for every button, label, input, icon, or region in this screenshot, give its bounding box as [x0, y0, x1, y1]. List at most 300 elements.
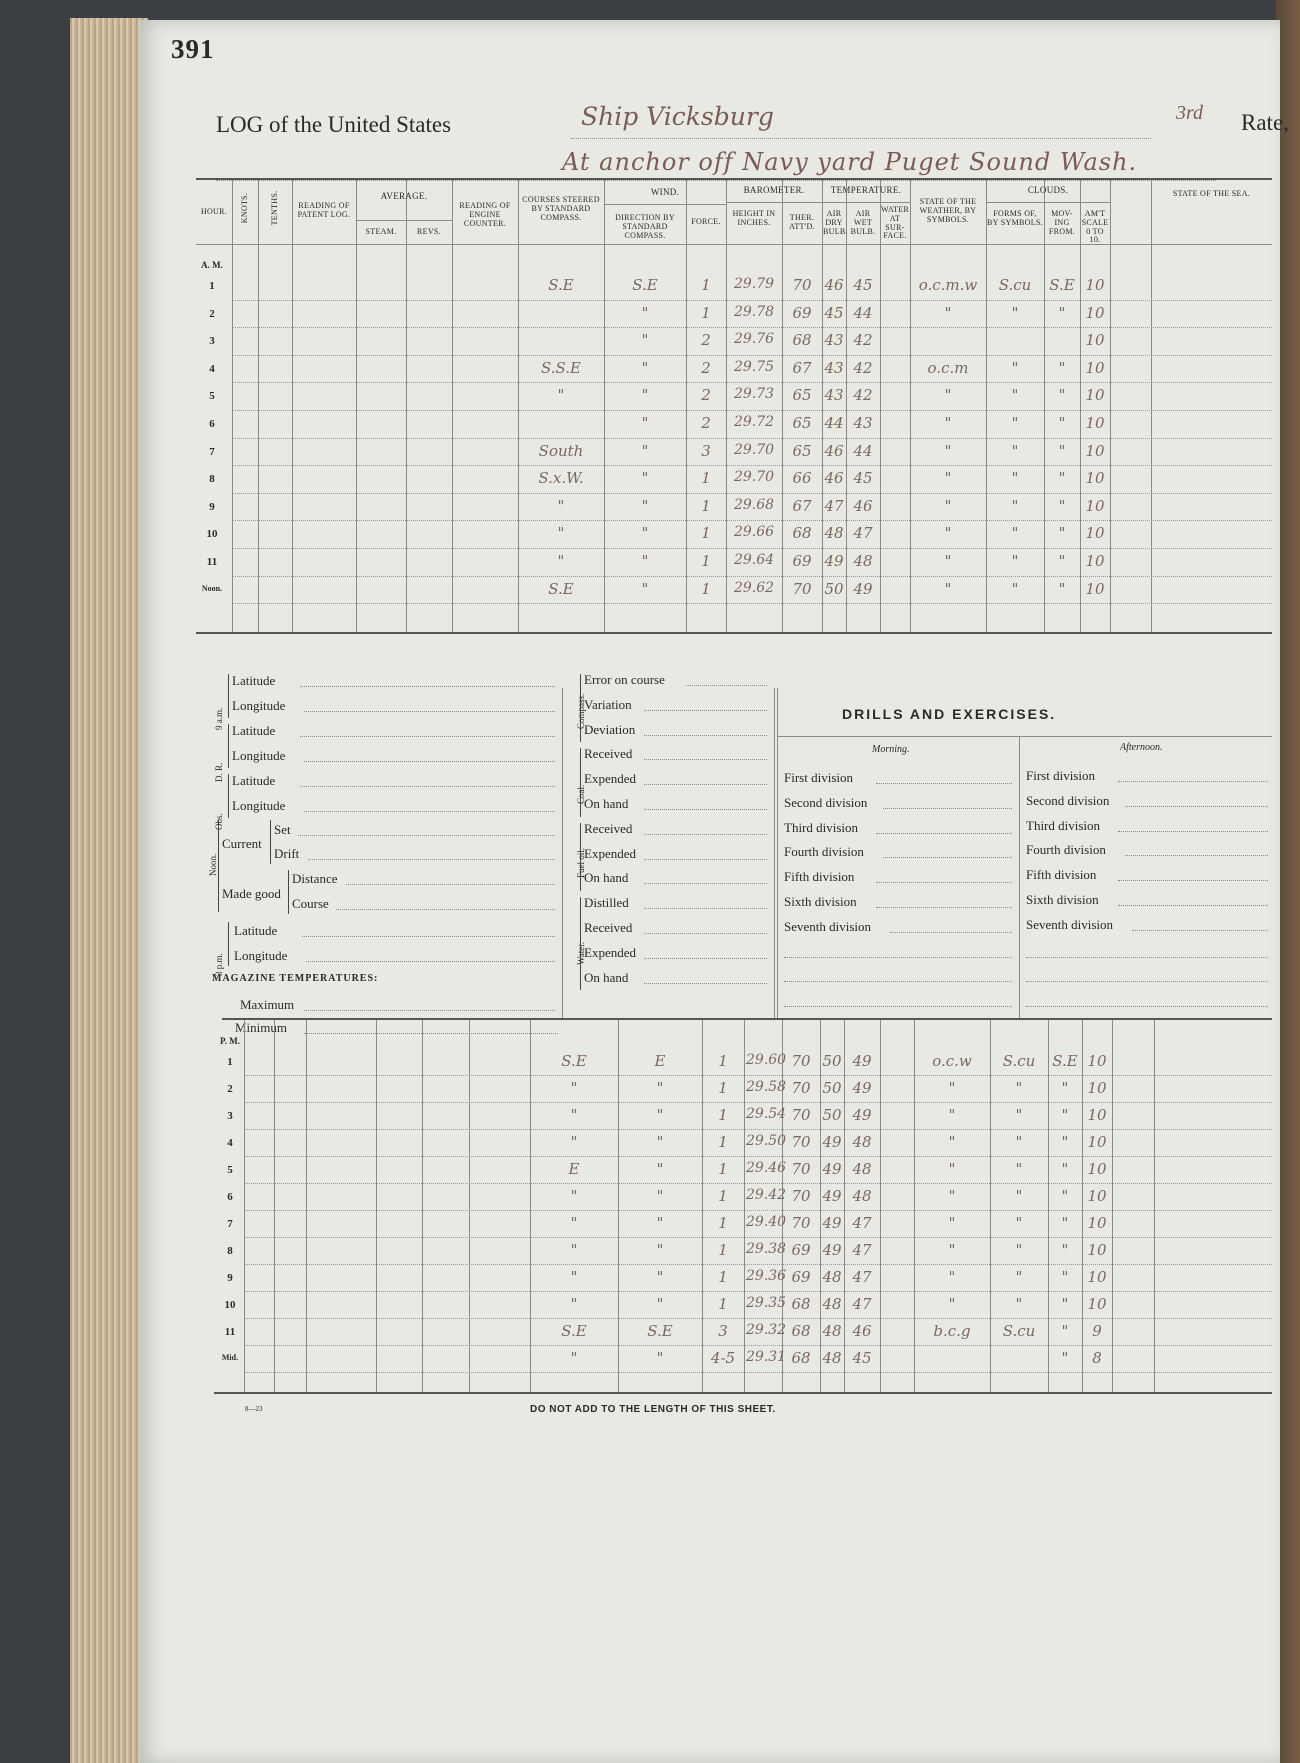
- cell-wind: ": [641, 552, 649, 570]
- cell-force: 1: [701, 303, 711, 322]
- cell-forms: S.cu: [998, 276, 1032, 294]
- pm-log-table: [214, 1020, 1272, 1394]
- cell-baro: 29.75: [733, 358, 775, 375]
- cell-wind: S.E: [647, 1322, 673, 1340]
- table-row: [196, 412, 1272, 440]
- cell-weather: ": [944, 386, 952, 405]
- supplies-brace: [580, 674, 581, 742]
- column-header-engine_counter: READING OF ENGINE COUNTER.: [459, 201, 511, 228]
- cell-forms: ": [1011, 496, 1019, 515]
- cell-course: South: [538, 441, 584, 460]
- cell-baro: 29.79: [733, 276, 775, 292]
- row-rule: [232, 355, 1272, 356]
- cell-dry: 50: [824, 579, 844, 598]
- cell-dry: 50: [822, 1079, 842, 1097]
- cell-course: ": [557, 552, 565, 570]
- brace-3pm: [228, 922, 229, 966]
- log-title: LOG of the United States: [216, 112, 452, 137]
- blank-rule: [784, 981, 1012, 982]
- cell-amt: 10: [1087, 1079, 1107, 1097]
- cell-ther: 65: [792, 441, 812, 460]
- cell-force: 1: [718, 1106, 728, 1124]
- cell-forms: ": [1015, 1079, 1023, 1097]
- cell-baro: 29.46: [746, 1160, 787, 1176]
- table-row: [214, 1239, 1272, 1266]
- header-rule: [822, 202, 910, 203]
- drills-title: DRILLS AND EXERCISES.: [842, 706, 1057, 722]
- cell-course: ": [570, 1187, 578, 1205]
- cell-moving: ": [1061, 1295, 1069, 1313]
- afternoon-division: Third division: [1026, 817, 1101, 833]
- form-code: 8—23: [245, 1405, 263, 1413]
- cell-ther: 70: [791, 1079, 811, 1097]
- cell-dry: 48: [822, 1322, 842, 1340]
- division-rule: [890, 932, 1012, 933]
- cell-moving: S.E: [1052, 1052, 1078, 1070]
- am-longitude-label: Longitude: [232, 698, 286, 713]
- row-rule: [244, 1183, 1272, 1184]
- cell-forms: ": [1015, 1214, 1023, 1232]
- cell-force: 2: [701, 414, 711, 432]
- cell-dry: 43: [824, 386, 844, 405]
- table-row: [196, 274, 1272, 302]
- set-label: Set: [274, 822, 291, 837]
- cell-amt: 10: [1087, 1052, 1107, 1070]
- label-obs: Obs.: [214, 813, 224, 830]
- row-hour: 10: [224, 1299, 236, 1311]
- supplies-rule: [644, 958, 767, 959]
- column-header-wind: WIND.: [650, 187, 680, 197]
- row-rule: [232, 603, 1272, 604]
- cell-weather: b.c.g: [933, 1322, 971, 1340]
- cell-ther: 69: [791, 1268, 811, 1286]
- cell-amt: 10: [1087, 1160, 1107, 1178]
- column-header-barometer: BAROMETER.: [743, 185, 805, 195]
- morning-division: Second division: [784, 794, 868, 810]
- cell-ther: 65: [792, 386, 812, 405]
- cell-amt: 10: [1085, 276, 1105, 294]
- column-header-revs: REVS.: [417, 227, 441, 236]
- cell-moving: ": [1061, 1079, 1069, 1097]
- row-rule: [244, 1102, 1272, 1103]
- cell-force: 1: [701, 276, 711, 294]
- cell-baro: 29.38: [746, 1241, 787, 1257]
- row-hour: 9: [227, 1272, 233, 1284]
- cell-wet: 47: [852, 1214, 872, 1232]
- column-header-courses: COURSES STEERED BY STANDARD COMPASS.: [522, 195, 600, 222]
- cell-weather: ": [944, 303, 952, 322]
- supplies-group-coal: Coal.: [576, 784, 586, 804]
- afternoon-division: Sixth division: [1026, 892, 1099, 907]
- cell-dry: 50: [822, 1106, 842, 1124]
- row-rule: [232, 465, 1272, 466]
- cell-moving: ": [1061, 1268, 1069, 1286]
- cell-amt: 8: [1092, 1349, 1102, 1367]
- supplies-rule: [644, 759, 767, 760]
- table-row: [214, 1185, 1272, 1212]
- table-row: [214, 1266, 1272, 1293]
- row-rule: [244, 1291, 1272, 1292]
- morning-division: Sixth division: [784, 894, 857, 909]
- am-log-table: [196, 178, 1272, 634]
- row-hour: 2: [227, 1083, 233, 1095]
- table-row: [214, 1212, 1272, 1239]
- cell-force: 1: [718, 1079, 728, 1097]
- page-number: 391: [171, 34, 215, 64]
- supplies-rule: [644, 908, 767, 909]
- cell-forms: ": [1011, 579, 1019, 598]
- cell-course: ": [557, 496, 565, 515]
- cell-weather: ": [948, 1187, 956, 1205]
- dr-latitude-label: Latitude: [232, 723, 276, 738]
- cell-course: S.E: [548, 276, 574, 294]
- column-header-cloud_moving: MOV-ING FROM.: [1048, 209, 1076, 236]
- cell-forms: ": [1011, 552, 1019, 570]
- cell-moving: ": [1058, 441, 1066, 460]
- morning-label: Morning.: [872, 744, 910, 755]
- division-rule: [1132, 930, 1268, 931]
- row-rule: [232, 382, 1272, 383]
- row-rule: [232, 520, 1272, 521]
- cell-amt: 9: [1092, 1322, 1102, 1340]
- cell-force: 1: [701, 469, 711, 488]
- supplies-rule: [644, 983, 767, 984]
- cell-dry: 46: [824, 276, 844, 294]
- division-rule: [876, 783, 1012, 784]
- cell-forms: ": [1015, 1187, 1023, 1205]
- morning-division: Seventh division: [784, 918, 872, 934]
- cell-amt: 10: [1085, 524, 1105, 543]
- brace-noon: [218, 820, 219, 912]
- cell-moving: ": [1061, 1133, 1069, 1151]
- afternoon-division: Fifth division: [1026, 867, 1097, 883]
- cell-ther: 69: [792, 303, 812, 322]
- division-rule: [1118, 905, 1268, 906]
- cell-course: S.E: [561, 1052, 587, 1070]
- supplies-coal-on_hand: On hand: [584, 796, 629, 811]
- cell-moving: ": [1061, 1349, 1069, 1367]
- supplies-brace: [580, 748, 581, 816]
- row-hour: 5: [227, 1164, 233, 1176]
- ship-name-rule: [571, 138, 1151, 139]
- made-good-label: Made good: [222, 886, 281, 901]
- cell-wet: 49: [852, 1052, 872, 1070]
- cell-course: E: [568, 1160, 580, 1178]
- cell-wet: 42: [853, 386, 873, 405]
- row-hour: Mid.: [221, 1353, 239, 1362]
- cell-course: ": [570, 1133, 578, 1151]
- cell-dry: 48: [824, 524, 844, 543]
- cell-wet: 42: [853, 331, 873, 350]
- cell-wind: ": [656, 1241, 664, 1259]
- morning-division: First division: [784, 770, 853, 785]
- cell-weather: ": [944, 414, 952, 432]
- cell-amt: 10: [1085, 358, 1105, 377]
- cell-baro: 29.60: [746, 1052, 787, 1068]
- magazine-min-label: Minimum: [235, 1020, 288, 1035]
- cell-dry: 49: [824, 552, 844, 570]
- supplies-group-fuel_oil: Fuel oil.: [576, 847, 586, 878]
- cell-forms: ": [1015, 1241, 1023, 1259]
- cell-amt: 10: [1085, 552, 1105, 570]
- cell-amt: 10: [1087, 1241, 1107, 1259]
- row-hour: 8: [227, 1245, 233, 1257]
- row-rule: [232, 438, 1272, 439]
- cell-ther: 68: [791, 1295, 811, 1313]
- cell-weather: ": [948, 1079, 956, 1097]
- cell-course: S.x.W.: [538, 469, 584, 488]
- cell-forms: ": [1011, 414, 1019, 432]
- cell-weather: ": [944, 524, 952, 543]
- cell-wet: 47: [853, 524, 873, 543]
- cell-baro: 29.68: [733, 496, 775, 513]
- pm-longitude-label: Longitude: [234, 948, 288, 963]
- morning-division: Fourth division: [784, 844, 864, 860]
- cell-moving: ": [1061, 1214, 1069, 1232]
- distance-rule: [346, 884, 555, 885]
- column-header-air_wet: AIR WET BULB.: [850, 209, 876, 236]
- log-header: [216, 90, 1289, 176]
- cell-ther: 69: [792, 552, 812, 570]
- cell-wind: ": [641, 414, 649, 432]
- cell-baro: 29.72: [733, 414, 775, 430]
- cell-dry: 43: [824, 358, 844, 377]
- column-header-steam: STEAM.: [365, 227, 397, 236]
- current-label: Current: [222, 836, 262, 851]
- cell-force: 1: [718, 1295, 728, 1313]
- rate-handwritten: 3rd: [1176, 102, 1204, 124]
- division-rule: [883, 857, 1012, 858]
- cell-weather: ": [948, 1106, 956, 1124]
- division-rule: [1118, 781, 1268, 782]
- cell-ther: 70: [791, 1160, 811, 1178]
- supplies-rule: [644, 809, 767, 810]
- row-hour: 6: [227, 1191, 233, 1203]
- course-label: Course: [292, 896, 329, 911]
- row-rule: [244, 1318, 1272, 1319]
- supplies-rule: [644, 784, 767, 785]
- cell-force: 2: [701, 331, 711, 350]
- division-rule: [876, 833, 1012, 834]
- cell-baro: 29.66: [733, 524, 775, 541]
- cell-baro: 29.36: [746, 1268, 787, 1284]
- cell-amt: 10: [1087, 1268, 1107, 1286]
- cell-ther: 67: [792, 358, 812, 377]
- dr-latitude-rule: [300, 736, 555, 737]
- pm-label: P. M.: [220, 1036, 240, 1046]
- cell-ther: 70: [792, 579, 812, 598]
- cell-force: 1: [701, 496, 711, 515]
- am-latitude-label: Latitude: [232, 673, 276, 688]
- cell-moving: ": [1061, 1160, 1069, 1178]
- cell-wet: 45: [852, 1349, 872, 1367]
- cell-weather: ": [948, 1214, 956, 1232]
- cell-moving: ": [1058, 303, 1066, 322]
- column-header-temperature: TEMPERATURE.: [830, 185, 902, 195]
- column-header-water: WATER AT SUR-FACE.: [881, 205, 910, 241]
- cell-weather: ": [944, 496, 952, 515]
- pm-latitude-rule: [302, 936, 555, 937]
- cell-ther: 70: [791, 1187, 811, 1205]
- row-rule: [244, 1345, 1272, 1346]
- cell-dry: 46: [824, 441, 844, 460]
- cell-force: 2: [701, 358, 711, 377]
- table-row: [214, 1293, 1272, 1320]
- supplies-coal-expended: Expended: [584, 771, 636, 787]
- table-row: [214, 1158, 1272, 1185]
- afternoon-division: Fourth division: [1026, 842, 1106, 858]
- blank-rule: [1026, 957, 1268, 958]
- supplies-fuel_oil-on_hand: On hand: [584, 870, 629, 886]
- cell-baro: 29.54: [746, 1106, 787, 1122]
- table-row: [214, 1320, 1272, 1347]
- supplies-group-water: Water.: [576, 941, 586, 965]
- cell-wind: ": [641, 358, 649, 377]
- column-header-hour: HOUR.: [200, 207, 228, 216]
- cell-wet: 45: [853, 276, 873, 294]
- cell-course: ": [570, 1079, 578, 1097]
- row-hour: 10: [206, 528, 218, 541]
- cell-wind: ": [641, 496, 649, 515]
- cell-weather: o.c.m: [927, 358, 969, 377]
- distance-label: Distance: [292, 871, 338, 886]
- cell-force: 3: [701, 441, 711, 460]
- cell-weather: ": [944, 552, 952, 570]
- divider-1: [562, 688, 563, 1018]
- cell-force: 1: [718, 1214, 728, 1232]
- blank-rule: [784, 1006, 1012, 1007]
- cell-wind: ": [656, 1268, 664, 1286]
- cell-wind: S.E: [632, 276, 658, 294]
- cell-amt: 10: [1087, 1187, 1107, 1205]
- cell-moving: ": [1061, 1106, 1069, 1124]
- cell-weather: ": [948, 1241, 956, 1259]
- cell-wet: 49: [853, 579, 873, 598]
- row-hour: 8: [209, 473, 215, 486]
- supplies-brace: [580, 823, 581, 891]
- cell-force: 1: [718, 1187, 728, 1205]
- cell-amt: 10: [1087, 1295, 1107, 1313]
- row-rule: [232, 548, 1272, 549]
- afternoon-division: First division: [1026, 768, 1095, 783]
- cell-dry: 49: [822, 1133, 842, 1151]
- row-hour: 5: [209, 390, 215, 403]
- pm-longitude-rule: [306, 961, 555, 962]
- cell-ther: 70: [791, 1052, 811, 1070]
- cell-wet: 42: [853, 358, 873, 377]
- cell-weather: ": [948, 1160, 956, 1178]
- cell-wet: 48: [852, 1160, 872, 1178]
- row-hour: 2: [209, 307, 215, 320]
- blank-rule: [1026, 1006, 1268, 1007]
- column-header-wind_direction: DIRECTION BY STANDARD COMPASS.: [615, 213, 675, 240]
- table-row: [196, 440, 1272, 468]
- cell-wind: ": [641, 469, 649, 488]
- division-rule: [876, 882, 1012, 883]
- cell-weather: ": [948, 1295, 956, 1313]
- cell-amt: 10: [1087, 1106, 1107, 1124]
- cell-wet: 45: [853, 469, 873, 488]
- cell-moving: ": [1058, 358, 1066, 377]
- cell-dry: 44: [824, 414, 844, 432]
- set-rule: [298, 835, 555, 836]
- cell-moving: ": [1061, 1322, 1069, 1340]
- supplies-brace: [580, 897, 581, 990]
- cell-wet: 46: [853, 496, 873, 515]
- row-hour: 11: [224, 1326, 236, 1338]
- cell-amt: 10: [1085, 496, 1105, 515]
- cell-moving: S.E: [1049, 276, 1075, 294]
- cell-ther: 65: [792, 414, 812, 432]
- cell-wind: E: [654, 1052, 666, 1070]
- cell-baro: 29.62: [733, 579, 775, 596]
- row-hour: 1: [209, 280, 215, 292]
- division-rule: [1125, 806, 1268, 807]
- column-header-cloud_amt: AM'T SCALE 0 TO 10.: [1081, 209, 1109, 245]
- cell-wind: ": [656, 1079, 664, 1097]
- cell-force: 3: [718, 1322, 728, 1340]
- cell-moving: ": [1058, 496, 1066, 515]
- cell-dry: 49: [822, 1241, 842, 1259]
- table-row: [214, 1347, 1272, 1374]
- cell-ther: 68: [792, 524, 812, 543]
- cell-course: ": [570, 1106, 578, 1124]
- cell-amt: 10: [1085, 331, 1105, 350]
- cell-ther: 68: [792, 331, 812, 350]
- afternoon-division: Seventh division: [1026, 916, 1114, 932]
- cell-forms: S.cu: [1002, 1322, 1036, 1340]
- brace-obs: [228, 774, 229, 818]
- cell-amt: 10: [1087, 1133, 1107, 1151]
- dr-longitude-label: Longitude: [232, 748, 286, 763]
- header-bottom-rule: [196, 244, 1272, 245]
- row-hour: 11: [206, 556, 218, 568]
- morning-division: Third division: [784, 819, 859, 835]
- row-hour: 3: [209, 335, 215, 348]
- divider-3: [777, 688, 778, 1018]
- cell-course: S.S.E: [541, 358, 581, 377]
- table-row: [196, 467, 1272, 495]
- cell-wind: ": [641, 303, 649, 322]
- obs-latitude-label: Latitude: [232, 773, 276, 788]
- cell-wind: ": [656, 1160, 664, 1178]
- cell-baro: 29.70: [733, 469, 775, 486]
- cell-weather: ": [944, 579, 952, 598]
- cell-forms: ": [1011, 469, 1019, 488]
- cell-wet: 47: [852, 1268, 872, 1286]
- row-hour: 7: [227, 1218, 233, 1230]
- supplies-water-on_hand: On hand: [584, 969, 629, 985]
- cell-weather: o.c.w: [932, 1052, 972, 1070]
- cell-ther: 70: [791, 1106, 811, 1124]
- cell-forms: ": [1011, 524, 1019, 543]
- course-rule: [336, 909, 555, 910]
- cell-amt: 10: [1085, 386, 1105, 405]
- am-longitude-rule: [304, 711, 555, 712]
- ship-name: Ship Vicksburg: [581, 102, 774, 131]
- supplies-group-compass: Compass.: [576, 693, 586, 730]
- cell-ther: 69: [791, 1241, 811, 1259]
- cell-moving: ": [1058, 386, 1066, 405]
- brace-made-good: [288, 870, 289, 914]
- cell-ther: 66: [792, 469, 812, 488]
- cell-force: 1: [718, 1241, 728, 1259]
- cell-force: 1: [701, 552, 711, 570]
- magazine-label: MAGAZINE TEMPERATURES:: [212, 973, 379, 984]
- table-row: [214, 1050, 1272, 1077]
- table-row: [196, 302, 1272, 330]
- table-row: [196, 550, 1272, 578]
